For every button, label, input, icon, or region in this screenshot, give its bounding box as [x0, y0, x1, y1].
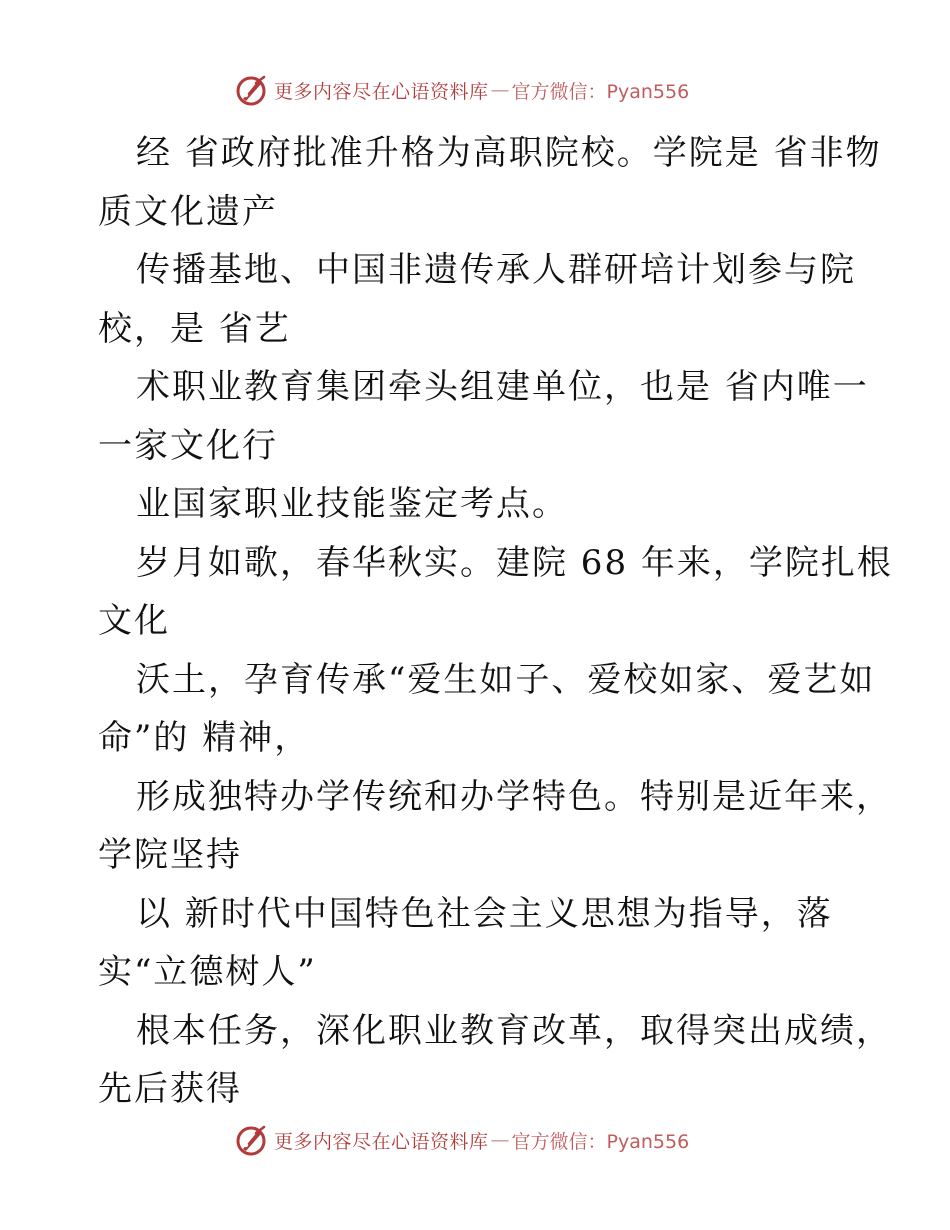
watermark-site-text: 更多内容尽在心语资料库 [274, 80, 489, 103]
text-line: 业国家职业技能鉴定考点。 [136, 484, 568, 524]
text-line: 以 新时代中国特色社会主义思想为指导，落 [136, 893, 833, 934]
text-line: 校，是 省艺 [98, 308, 291, 349]
watermark-dash: — [490, 1129, 510, 1151]
header-watermark [234, 72, 689, 108]
text-line: 传播基地、中国非遗传承人群研培计划参与院 [136, 250, 856, 290]
watermark-wechat-text: 官方微信：Pyan556 [511, 1130, 690, 1153]
watermark-dash: — [490, 79, 510, 101]
quill-pen-logo-icon [234, 1123, 268, 1157]
text-line: 先后获得 [98, 1069, 242, 1109]
text-line: 命”的 精神， [98, 718, 311, 758]
text-line: 经 省政府批准升格为高职院校。学院是 省非物 [136, 133, 882, 173]
text-line: 岁月如歌，春华秋实。建院 68 年来，学院扎根 [136, 542, 893, 583]
quill-pen-logo-icon [234, 73, 268, 107]
text-line: 文化 [98, 601, 170, 641]
text-line: 质文化遗产 [98, 191, 278, 232]
watermark-site-text: 更多内容尽在心语资料库 [274, 1130, 489, 1153]
footer-watermark [234, 1122, 689, 1158]
text-line: 术职业教育集团牵头组建单位，也是 省内唯一 [136, 367, 869, 407]
document-body [98, 124, 893, 1119]
text-line: 形成独特办学传统和办学特色。特别是近年来， [136, 776, 892, 817]
text-line: 沃土，孕育传承“爱生如子、爱校如家、爱艺如 [136, 659, 876, 700]
watermark-wechat-text: 官方微信：Pyan556 [511, 80, 690, 103]
text-line: 实“立德树人” [98, 952, 317, 992]
text-line: 一家文化行 [98, 425, 278, 466]
text-line: 根本任务，深化职业教育改革，取得突出成绩， [136, 1010, 892, 1051]
text-line: 学院坚持 [98, 835, 242, 875]
